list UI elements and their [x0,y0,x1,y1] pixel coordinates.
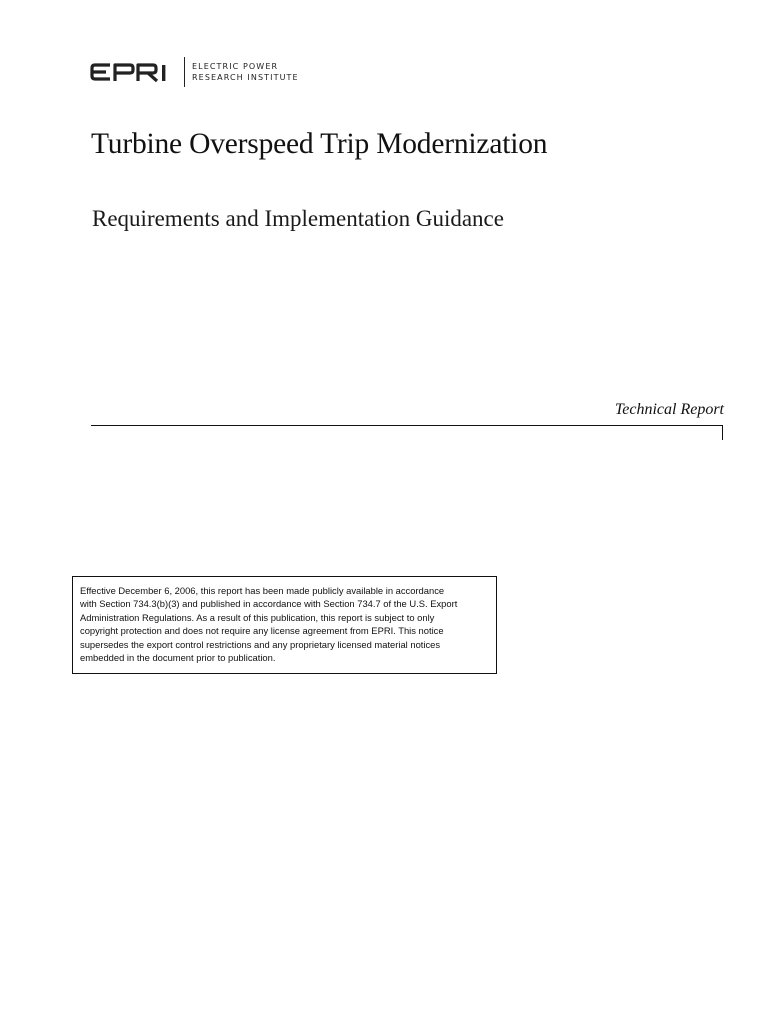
export-notice-box [72,576,497,674]
report-type: Technical Report [614,401,724,418]
notice-line: supersedes the export control restrictions and any proprietary licensed material notices [80,638,441,650]
epri-logo [90,56,299,88]
notice-line: Administration Regulations. As a result of this publication, this report is subject to only [80,611,435,623]
document-title: Turbine Overspeed Trip Modernization [91,128,548,160]
logo-name [192,61,299,83]
epri-logo-mark [90,61,178,83]
logo-name-line2: RESEARCH INSTITUTE [192,73,299,82]
notice-line: copyright protection and does not require any license agreement from EPRI. This notice [80,625,444,637]
rule-end-tick [722,425,723,440]
horizontal-rule [91,425,723,426]
notice-line: embedded in the document prior to publication. [80,652,276,664]
document-subtitle: Requirements and Implementation Guidance [92,206,504,231]
logo-divider [184,57,185,87]
logo-name-line1: ELECTRIC POWER [192,62,279,71]
notice-line: Effective December 6, 2006, this report has been made publicly available in accordance [80,585,445,596]
notice-line: with Section 734.3(b)(3) and published in accordance with Section 734.7 of the U.S. Export [80,598,458,610]
